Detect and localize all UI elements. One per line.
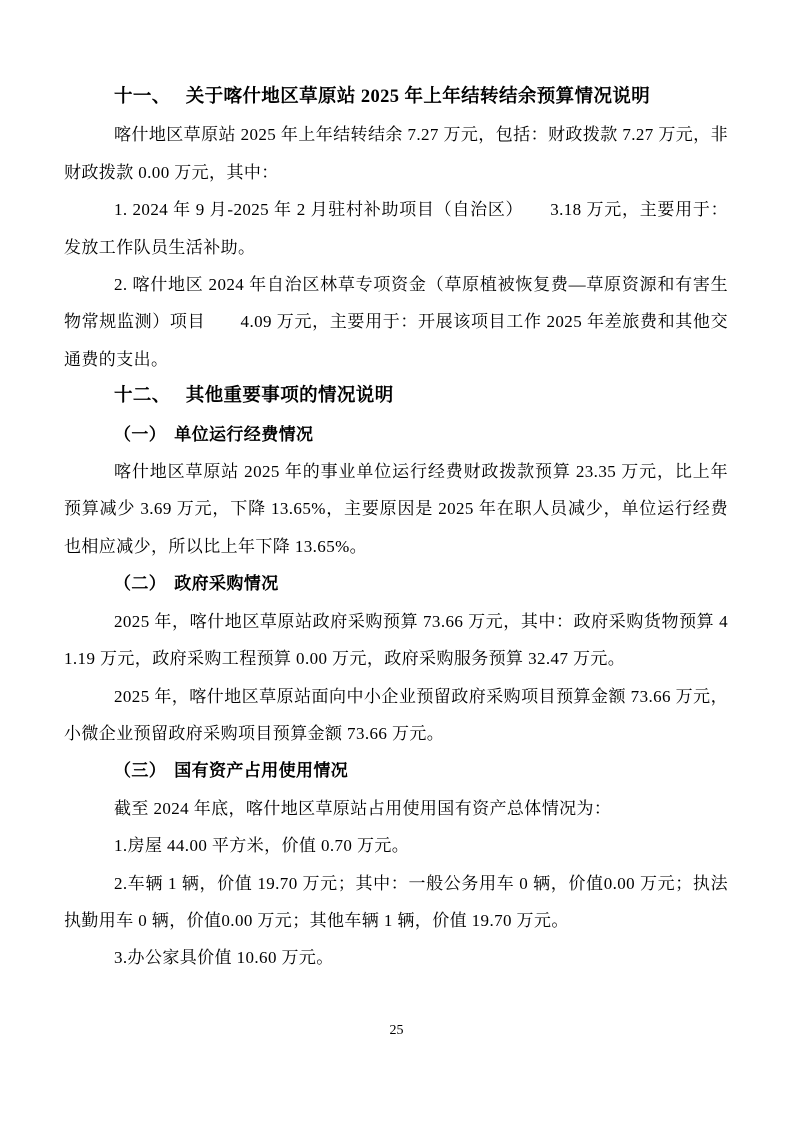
paragraph-procurement-sme-reserve: 2025 年，喀什地区草原站面向中小企业预留政府采购项目预算金额 73.66 万元，小微企业预留政府采购项目预算金额 73.66 万元。 xyxy=(64,686,728,743)
section-heading-11 xyxy=(64,79,728,116)
section-12-number: 十二、 xyxy=(114,386,171,407)
subsection-3-number: （三） xyxy=(114,761,167,781)
subsection-heading-3 xyxy=(64,752,728,789)
paragraph-item-2-grassland-fund: 2. 喀什地区 2024 年自治区林草专项资金（草原植被恢复费—草原资源和有害生物常规监测）项目 4.09 万元，主要用于：开展该项目工作 2025 年差旅费和其他交通费的支出。 xyxy=(64,275,728,369)
section-12-title: 其他重要事项的情况说明 xyxy=(185,386,394,407)
paragraph-asset-housing: 1.房屋 44.00 平方米，价值 0.70 万元。 xyxy=(114,836,410,856)
section-heading-12 xyxy=(64,378,728,415)
page-footer xyxy=(0,1020,793,1042)
section-11-number: 十一、 xyxy=(114,87,171,107)
paragraph-procurement-budget: 2025 年，喀什地区草原站政府采购预算 73.66 万元，其中：政府采购货物预算 41.19 万元，政府采购工程预算 0.00 万元，政府采购服务预算 32.47 万元。 xyxy=(64,611,728,669)
paragraph-state-assets-intro: 截至 2024 年底，喀什地区草原站占用使用国有资产总体情况为： xyxy=(114,798,612,818)
paragraph-operating-expense: 喀什地区草原站 2025 年的事业单位运行经费财政拨款预算 23.35 万元，比上年预算减少 3.69 万元，下降 13.65%，主要原因是 2025 年在职人员减少，单位运行经费也相应减少，所以比上年下降 13.65%。 xyxy=(64,462,728,556)
subsection-1-title: 单位运行经费情况 xyxy=(174,424,314,444)
paragraph-carryover-summary: 喀什地区草原站 2025 年上年结转结余 7.27 万元，包括：财政拨款 7.27 万元，非财政拨款 0.00 万元，其中： xyxy=(64,125,728,182)
paragraph-item-1-village-subsidy: 1. 2024 年 9 月-2025 年 2 月驻村补助项目（自治区） 3.18 万元，主要用于：发放工作队员生活补助。 xyxy=(64,200,728,257)
page-number: 25 xyxy=(389,1023,404,1038)
subsection-2-number: （二） xyxy=(114,574,167,594)
subsection-3-title: 国有资产占用使用情况 xyxy=(174,761,349,781)
paragraph-asset-furniture: 3.办公家具价值 10.60 万元。 xyxy=(114,948,334,968)
subsection-2-title: 政府采购情况 xyxy=(174,574,279,594)
section-11-title: 关于喀什地区草原站 2025 年上年结转结余预算情况说明 xyxy=(185,87,651,107)
paragraph-asset-vehicles: 2.车辆 1 辆，价值 19.70 万元；其中：一般公务用车 0 辆，价值0.00 万元；执法执勤用车 0 辆，价值0.00 万元；其他车辆 1 辆，价值 19.70 万元。 xyxy=(64,873,728,930)
subsection-heading-1 xyxy=(64,416,728,453)
subsection-1-number: （一） xyxy=(114,424,167,444)
subsection-heading-2 xyxy=(64,565,728,602)
